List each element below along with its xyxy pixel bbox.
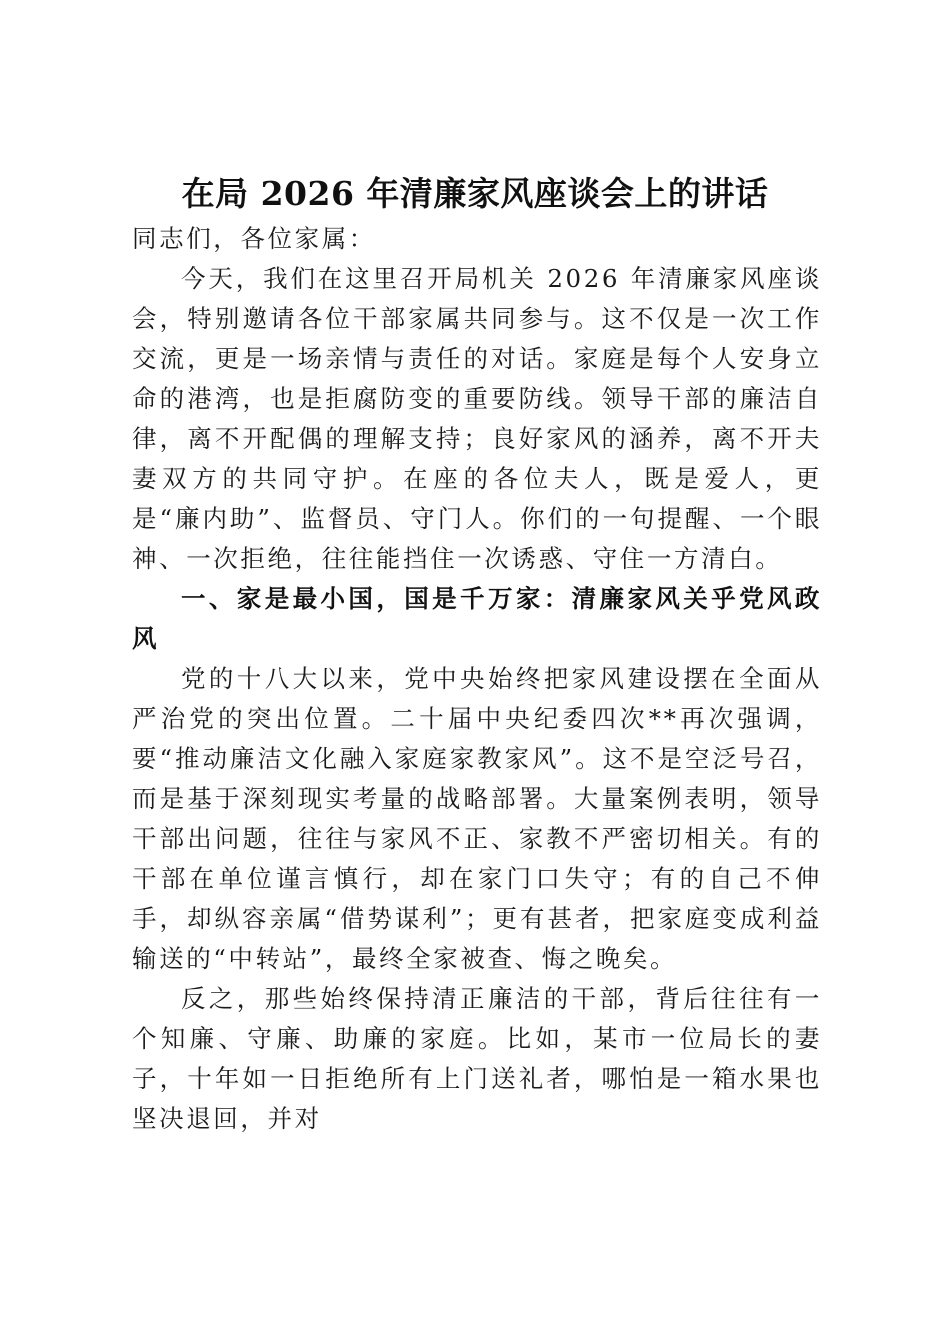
document-body xyxy=(132,219,822,1139)
section-paragraph: 党的十八大以来，党中央始终把家风建设摆在全面从严治党的突出位置。二十届中央纪委四次**再次强调，要“推动廉洁文化融入家庭家教家风”。这不是空泛号召，而是基于深刻现实考量的战略部署。大量案例表明，领导干部出问题，往往与家风不正、家教不严密切相关。有的干部在单位谨言慎行，却在家门口失守；有的自己不伸手，却纵容亲属“借势谋利”；更有甚者，把家庭变成利益输送的“中转站”，最终全家被查、悔之晚矣。 xyxy=(132,664,822,973)
salutation: 同志们，各位家属： xyxy=(132,224,376,253)
document-title: 在局 2026 年清廉家风座谈会上的讲话 xyxy=(181,174,769,213)
section-paragraph: 反之，那些始终保持清正廉洁的干部，背后往往有一个知廉、守廉、助廉的家庭。比如，某市一位局长的妻子，十年如一日拒绝所有上门送礼者，哪怕是一箱水果也坚决退回，并对 xyxy=(132,984,822,1133)
section-heading: 一、家是最小国，国是千万家：清廉家风关乎党风政风 xyxy=(132,584,822,653)
intro-paragraph: 今天，我们在这里召开局机关 2026 年清廉家风座谈会，特别邀请各位干部家属共同参与。这不仅是一次工作交流，更是一场亲情与责任的对话。家庭是每个人安身立命的港湾，也是拒腐防变的重要防线。领导干部的廉洁自律，离不开配偶的理解支持；良好家风的涵养，离不开夫妻双方的共同守护。在座的各位夫人，既是爱人，更是“廉内助”、监督员、守门人。你们的一句提醒、一个眼神、一次拒绝，往往能挡住一次诱惑、守住一方清白。 xyxy=(132,264,822,573)
